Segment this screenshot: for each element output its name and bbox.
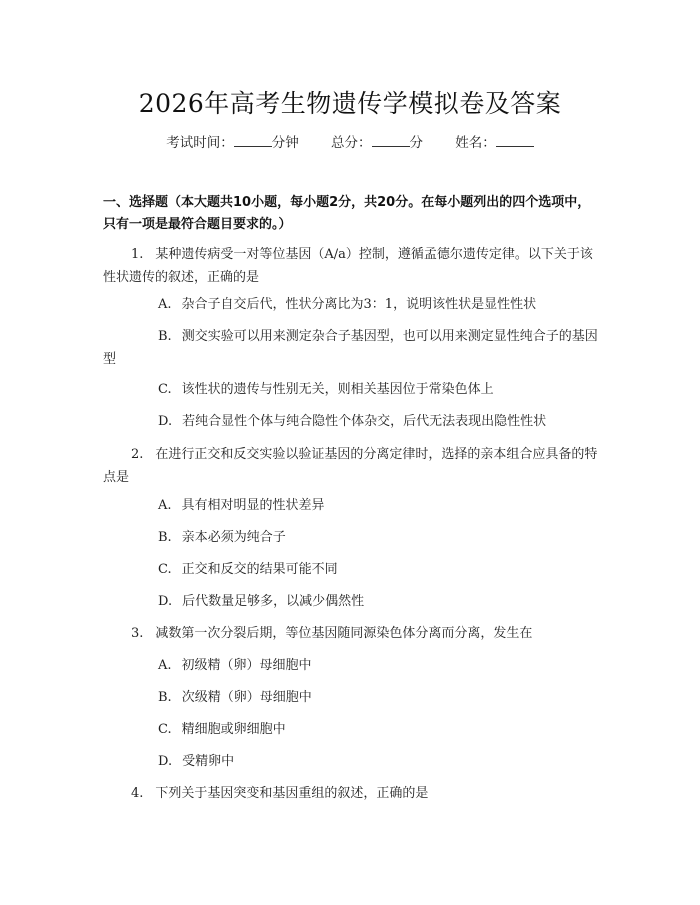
- question-3: [103, 622, 600, 645]
- question-text: 减数第一次分裂后期，等位基因随同源染色体分离而分离，发生在: [155, 626, 533, 641]
- exam-time-field: [166, 135, 299, 151]
- option-letter: A.: [158, 498, 172, 513]
- question-1: [103, 243, 600, 289]
- name-label: 姓名：: [455, 135, 496, 151]
- question-text: 在进行正交和反交实验以验证基因的分离定律时，选择的亲本组合应具备的特点是: [103, 447, 598, 485]
- option-letter: B.: [158, 690, 172, 705]
- option-text: 测交实验可以用来测定杂合子基因型，也可以用来测定显性纯合子的基因型: [103, 329, 598, 367]
- option-text: 正交和反交的结果可能不同: [181, 562, 338, 577]
- option-text: 受精卵中: [182, 754, 235, 769]
- option-text: 后代数量足够多，以减少偶然性: [182, 594, 365, 609]
- question-2-option-b: [103, 526, 600, 549]
- score-label: 总分：: [331, 135, 372, 151]
- question-2-option-d: [103, 590, 600, 613]
- score-blank: [372, 134, 410, 147]
- question-text: 下列关于基因突变和基因重组的叙述，正确的是: [155, 786, 429, 801]
- question-number: 4.: [131, 786, 144, 801]
- option-letter: A.: [158, 297, 172, 312]
- time-blank: [234, 134, 272, 147]
- option-letter: C.: [158, 562, 172, 577]
- option-letter: A.: [158, 658, 172, 673]
- question-1-option-c: [103, 378, 600, 401]
- option-text: 具有相对明显的性状差异: [181, 498, 325, 513]
- page-title: 2026年高考生物遗传学模拟卷及答案: [138, 89, 562, 118]
- question-2: [103, 443, 600, 489]
- question-1-option-b: [103, 325, 600, 371]
- score-unit: 分: [409, 135, 423, 151]
- exam-meta-line: [0, 131, 700, 151]
- option-text: 杂合子自交后代，性状分离比为3：1，说明该性状是显性性状: [181, 297, 537, 312]
- question-number: 1.: [131, 247, 144, 262]
- option-letter: B.: [158, 329, 172, 344]
- question-number: 3.: [131, 626, 144, 641]
- question-4: [103, 782, 600, 805]
- total-score-field: [331, 135, 423, 151]
- question-3-option-b: [103, 686, 600, 709]
- question-number: 2.: [131, 447, 144, 462]
- question-3-option-a: [103, 654, 600, 677]
- question-1-option-d: [103, 410, 600, 433]
- question-text: 某种遗传病受一对等位基因（A/a）控制，遵循孟德尔遗传定律。以下关于该性状遗传的叙述，正确的是: [103, 247, 593, 285]
- option-letter: D.: [158, 414, 173, 429]
- question-2-option-a: [103, 494, 600, 517]
- option-text: 若纯合显性个体与纯合隐性个体杂交，后代无法表现出隐性性状: [182, 414, 547, 429]
- option-letter: C.: [158, 382, 172, 397]
- question-3-option-c: [103, 718, 600, 741]
- option-letter: C.: [158, 722, 172, 737]
- option-letter: D.: [158, 754, 173, 769]
- section-heading: 一、选择题（本大题共10小题，每小题2分，共20分。在每小题列出的四个选项中，只有一项是最符合题目要求的。）: [103, 195, 591, 232]
- option-letter: D.: [158, 594, 173, 609]
- option-text: 该性状的遗传与性别无关，则相关基因位于常染色体上: [181, 382, 494, 397]
- option-letter: B.: [158, 530, 172, 545]
- question-3-option-d: [103, 750, 600, 773]
- name-blank: [496, 134, 534, 147]
- option-text: 次级精（卵）母细胞中: [181, 690, 312, 705]
- time-unit: 分钟: [271, 135, 299, 151]
- time-label: 考试时间：: [166, 135, 234, 151]
- option-text: 初级精（卵）母细胞中: [181, 658, 312, 673]
- name-field: [455, 135, 534, 151]
- question-2-option-c: [103, 558, 600, 581]
- question-1-option-a: [103, 293, 600, 316]
- option-text: 精细胞或卵细胞中: [181, 722, 286, 737]
- option-text: 亲本必须为纯合子: [181, 530, 286, 545]
